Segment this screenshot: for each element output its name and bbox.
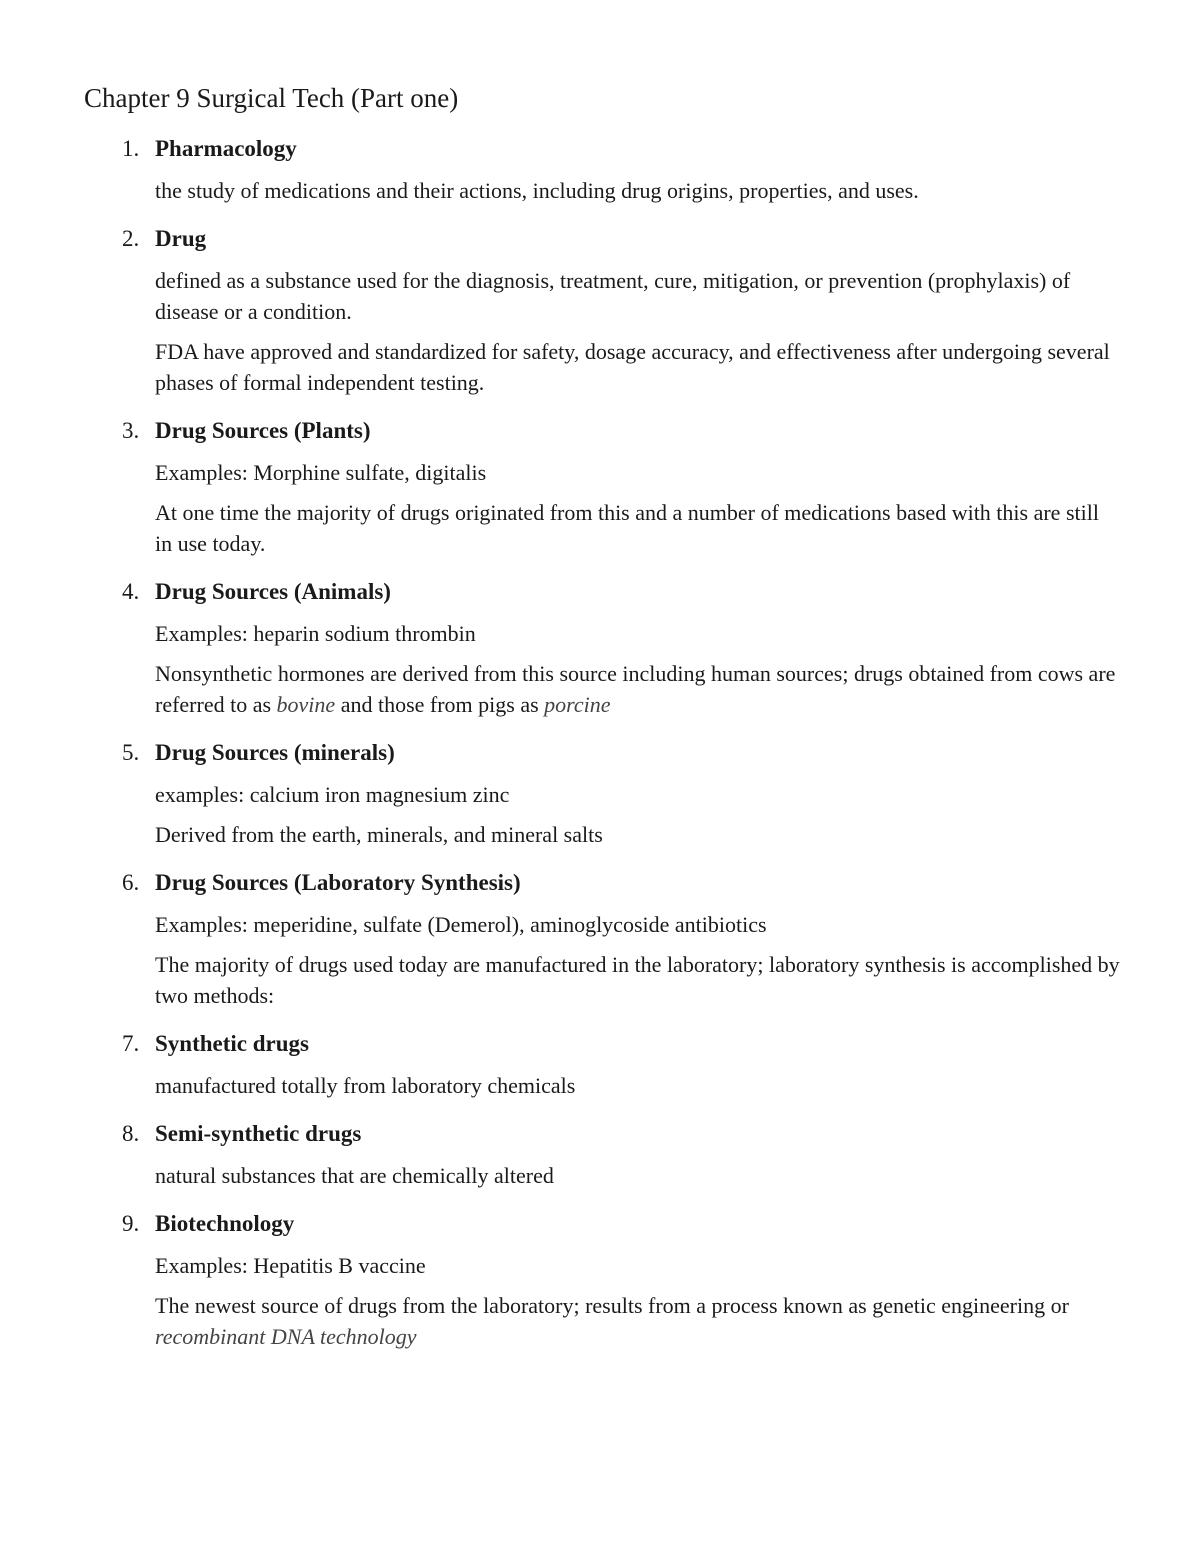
term-definition [155, 1250, 1120, 1281]
definition-text: Examples: Morphine sulfate, digitalis [155, 460, 487, 485]
term-heading: Drug Sources (Animals) [155, 579, 391, 604]
definition-text: Examples: Hepatitis B vaccine [155, 1253, 426, 1278]
definition-text: examples: calcium iron magnesium zinc [155, 782, 510, 807]
item-number: 7. [122, 1031, 140, 1056]
term-heading: Drug Sources (Laboratory Synthesis) [155, 870, 521, 895]
term-heading: Drug [155, 226, 207, 251]
list-item [0, 867, 1200, 1011]
item-number: 9. [122, 1211, 140, 1236]
term-definition [155, 618, 1120, 649]
definition-text: Examples: heparin sodium thrombin [155, 621, 476, 646]
item-number: 2. [122, 226, 140, 251]
term-heading: Drug Sources (minerals) [155, 740, 395, 765]
definition-text: Derived from the earth, minerals, and mineral salts [155, 822, 603, 847]
italic-term: porcine [544, 692, 611, 717]
term-definition [155, 779, 1120, 810]
term-heading: Biotechnology [155, 1211, 295, 1236]
term-definition [155, 819, 1120, 850]
item-number: 4. [122, 579, 140, 604]
term-definition [155, 1160, 1120, 1191]
definition-text: the study of medications and their actions, including drug origins, properties, and uses. [155, 178, 919, 203]
definition-text: At one time the majority of drugs originated from this and a number of medications based with this are still in use today. [155, 500, 1099, 556]
list-item [0, 1118, 1200, 1191]
term-definition [155, 909, 1120, 940]
term-definition [155, 175, 1120, 206]
list-item [0, 133, 1200, 206]
italic-term: bovine [276, 692, 336, 717]
list-item [0, 737, 1200, 850]
definition-text: and those from pigs as [335, 692, 545, 717]
list-item [0, 415, 1200, 559]
term-definition [155, 658, 1120, 720]
term-list [0, 133, 1200, 1369]
list-item [0, 576, 1200, 720]
list-item [0, 1208, 1200, 1352]
term-heading: Drug Sources (Plants) [155, 418, 371, 443]
list-item [0, 223, 1200, 398]
definition-text: FDA have approved and standardized for safety, dosage accuracy, and effectiveness after undergoing several phases of formal independent testing. [155, 339, 1110, 395]
definition-text: The newest source of drugs from the laboratory; results from a process known as genetic engineering or [155, 1293, 1069, 1318]
term-heading: Synthetic drugs [155, 1031, 309, 1056]
term-heading: Semi-synthetic drugs [155, 1121, 362, 1146]
item-number: 3. [122, 418, 140, 443]
item-number: 5. [122, 740, 140, 765]
list-item [0, 1028, 1200, 1101]
italic-term: recombinant DNA technology [155, 1324, 417, 1349]
term-definition [155, 1290, 1120, 1352]
definition-text: Examples: meperidine, sulfate (Demerol), aminoglycoside antibiotics [155, 912, 767, 937]
term-definition [155, 1070, 1120, 1101]
definition-text: Nonsynthetic hormones are derived from this source including human sources; drugs obtained from cows are referred to as [155, 661, 1116, 717]
term-definition [155, 336, 1120, 398]
definition-text: natural substances that are chemically altered [155, 1163, 554, 1188]
definition-text: manufactured totally from laboratory chemicals [155, 1073, 576, 1098]
term-definition [155, 497, 1120, 559]
definition-text: defined as a substance used for the diagnosis, treatment, cure, mitigation, or prevention (prophylaxis) of disease or a condition. [155, 268, 1071, 324]
term-definition [155, 949, 1120, 1011]
term-definition [155, 265, 1120, 327]
item-number: 8. [122, 1121, 140, 1146]
term-definition [155, 457, 1120, 488]
document-title: Chapter 9 Surgical Tech (Part one) [84, 83, 459, 113]
definition-text: The majority of drugs used today are manufactured in the laboratory; laboratory synthesis is accomplished by two methods: [155, 952, 1120, 1008]
item-number: 6. [122, 870, 140, 895]
term-heading: Pharmacology [155, 136, 297, 161]
item-number: 1. [122, 136, 140, 161]
